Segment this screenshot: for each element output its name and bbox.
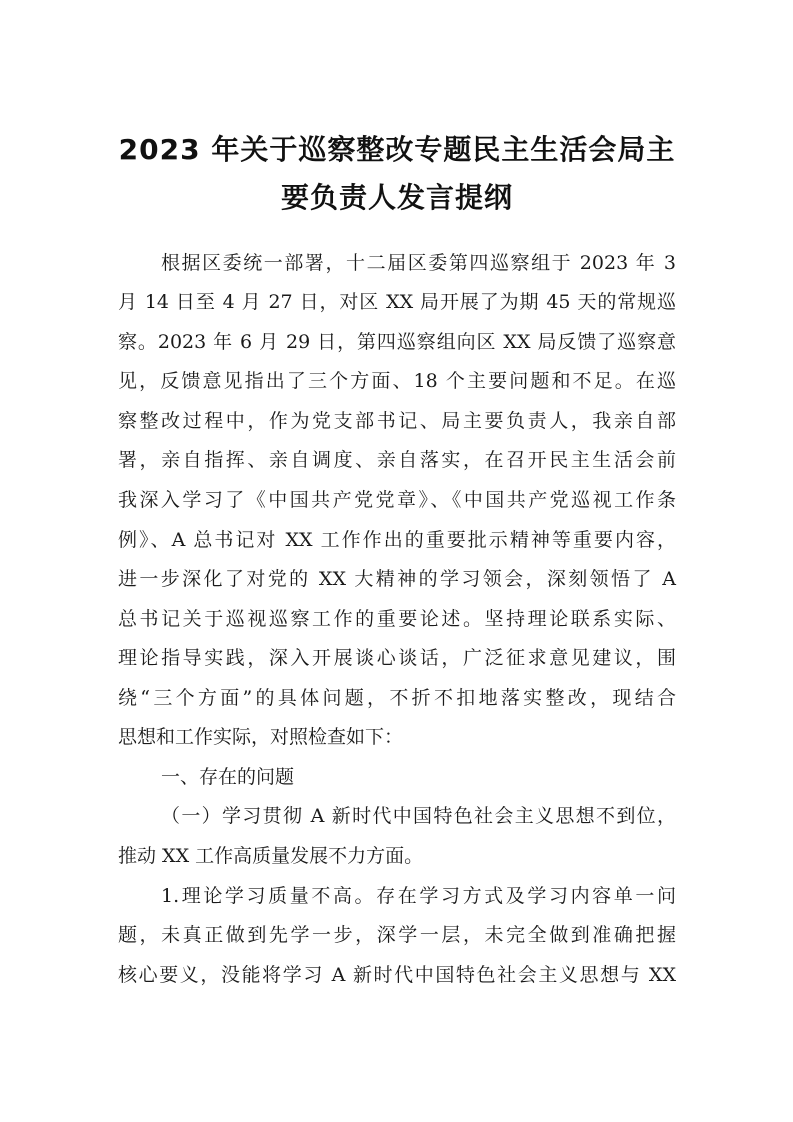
item-1-line: 题，未真正做到先学一步，深学一层，未完全做到准确把握: [118, 924, 676, 946]
subsection-line: 推动 XX 工作高质量发展不力方面。: [118, 845, 424, 867]
paragraph-1-line: 察整改过程中，作为党支部书记、局主要负责人，我亲自部: [118, 410, 676, 432]
paragraph-1-line: 理论指导实践，深入开展谈心谈话，广泛征求意见建议，围: [118, 647, 676, 669]
document-title-line-1: 2023 年关于巡察整改专题民主生活会局主: [118, 133, 676, 166]
paragraph-1-line: 署，亲自指挥、亲自调度、亲自落实，在召开民主生活会前: [118, 449, 676, 471]
paragraph-1-line: 思想和工作实际，对照检查如下：: [118, 726, 404, 748]
paragraph-1-line: 见，反馈意见指出了三个方面、18 个主要问题和不足。在巡: [118, 370, 676, 392]
paragraph-1-line: 察。2023 年 6 月 29 日，第四巡察组向区 XX 局反馈了巡察意: [118, 331, 676, 353]
paragraph-1-line: 进一步深化了对党的 XX 大精神的学习领会，深刻领悟了 A: [118, 568, 676, 590]
section-heading: 一、存在的问题: [161, 766, 295, 788]
item-1-line: 1.理论学习质量不高。存在学习方式及学习内容单一问: [161, 885, 676, 907]
paragraph-1-line: 根据区委统一部署，十二届区委第四巡察组于 2023 年 3: [161, 252, 676, 274]
paragraph-1-line: 月 14 日至 4 月 27 日，对区 XX 局开展了为期 45 天的常规巡: [118, 291, 676, 313]
paragraph-1-line: 我深入学习了《中国共产党党章》、《中国共产党巡视工作条: [118, 489, 676, 511]
paragraph-1-line: 例》、A 总书记对 XX 工作作出的重要批示精神等重要内容，: [118, 529, 676, 551]
document-title-line-2: 要负责人发言提纲: [280, 181, 513, 214]
item-1-line: 核心要义，没能将学习 A 新时代中国特色社会主义思想与 XX: [118, 964, 676, 986]
paragraph-1-line: 绕“三个方面”的具体问题，不折不扣地落实整改，现结合: [118, 687, 676, 709]
paragraph-1-line: 总书记关于巡视巡察工作的重要论述。坚持理论联系实际、: [118, 608, 676, 630]
subsection-line: （一）学习贯彻 A 新时代中国特色社会主义思想不到位，: [161, 805, 676, 827]
